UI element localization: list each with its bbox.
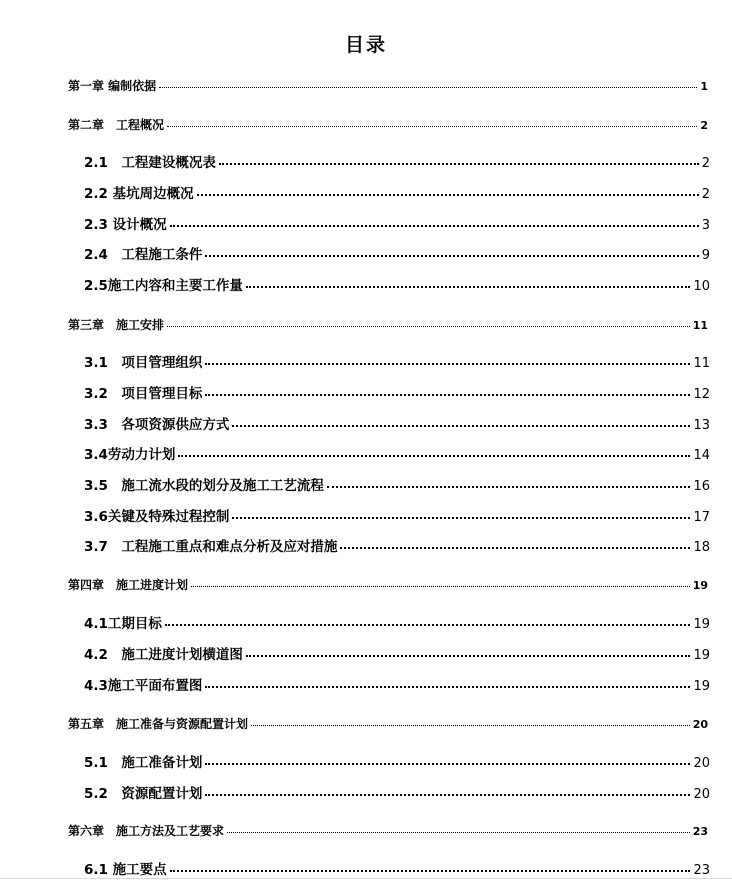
- toc-dot-leader: [246, 286, 691, 288]
- toc-entry-section[interactable]: [84, 505, 710, 525]
- toc-entry-chapter[interactable]: [68, 116, 708, 133]
- toc-entry-label: 3.1 项目管理组织: [84, 355, 203, 371]
- toc-entry-page-number: 14: [693, 448, 710, 463]
- toc-entry-label: 2.2 基坑周边概况: [84, 186, 194, 202]
- toc-dot-leader: [227, 832, 690, 833]
- toc-entry-page-number: 19: [693, 679, 710, 694]
- toc-dot-leader: [165, 624, 691, 626]
- toc-dot-leader: [205, 394, 690, 396]
- toc-entry-section[interactable]: [84, 612, 710, 632]
- toc-entry-label: 3.4劳动力计划: [84, 447, 176, 463]
- toc-dot-leader: [167, 126, 697, 127]
- toc-dot-leader: [327, 486, 691, 488]
- toc-entry-page-number: 23: [692, 825, 708, 838]
- toc-entry-page-number: 1: [700, 80, 708, 93]
- toc-dot-leader: [219, 163, 699, 165]
- toc-entry-section[interactable]: [84, 858, 710, 878]
- toc-entry-page-number: 9: [701, 248, 710, 263]
- toc-entry-label: 第一章 编制依据: [68, 79, 157, 93]
- toc-entry-label: 2.1 工程建设概况表: [84, 155, 216, 171]
- toc-entry-chapter[interactable]: [68, 715, 708, 732]
- toc-entry-page-number: 13: [693, 418, 710, 433]
- toc-entry-label: 3.3 各项资源供应方式: [84, 417, 230, 433]
- toc-entry-section[interactable]: [84, 751, 710, 771]
- toc-entry-label: 3.2 项目管理目标: [84, 386, 203, 402]
- toc-entry-page-number: 10: [693, 279, 710, 294]
- toc-entry-label: 4.3施工平面布置图: [84, 678, 203, 694]
- toc-dot-leader: [197, 194, 699, 196]
- toc-entry-section[interactable]: [84, 182, 710, 202]
- page-bottom-divider: [0, 878, 732, 879]
- toc-entry-section[interactable]: [84, 474, 710, 494]
- toc-entry-section[interactable]: [84, 274, 710, 294]
- toc-dot-leader: [178, 455, 690, 457]
- toc-entry-section[interactable]: [84, 782, 710, 802]
- toc-dot-leader: [159, 87, 697, 88]
- toc-entry-section[interactable]: [84, 243, 710, 263]
- toc-dot-leader: [251, 725, 690, 726]
- toc-dot-leader: [170, 225, 699, 227]
- toc-entry-page-number: 20: [693, 787, 710, 802]
- toc-entry-section[interactable]: [84, 213, 710, 233]
- toc-entry-label: 第六章 施工方法及工艺要求: [68, 824, 225, 838]
- toc-dot-leader: [246, 655, 691, 657]
- toc-entry-page-number: 17: [693, 510, 710, 525]
- toc-entry-page-number: 19: [693, 648, 710, 663]
- toc-dot-leader: [205, 794, 690, 796]
- toc-entry-page-number: 2: [700, 119, 708, 132]
- toc-entry-page-number: 20: [692, 718, 708, 731]
- toc-entry-page-number: 19: [693, 617, 710, 632]
- toc-entry-label: 第三章 施工安排: [68, 318, 165, 332]
- toc-entry-label: 第五章 施工准备与资源配置计划: [68, 717, 249, 731]
- toc-entry-page-number: 3: [701, 218, 710, 233]
- toc-entry-label: 3.6关键及特殊过程控制: [84, 509, 230, 525]
- toc-entry-page-number: 12: [693, 387, 710, 402]
- toc-entry-section[interactable]: [84, 643, 710, 663]
- toc-entry-label: 4.1工期目标: [84, 616, 162, 632]
- toc-entry-label: 5.2 资源配置计划: [84, 786, 203, 802]
- toc-entry-section[interactable]: [84, 535, 710, 555]
- toc-dot-leader: [205, 255, 698, 257]
- toc-entry-page-number: 11: [692, 319, 708, 332]
- toc-entry-page-number: 19: [692, 579, 708, 592]
- toc-dot-leader: [232, 517, 690, 519]
- toc-dot-leader: [205, 363, 690, 365]
- toc-entry-page-number: 11: [693, 356, 710, 371]
- toc-entry-section[interactable]: [84, 382, 710, 402]
- toc-entry-section[interactable]: [84, 443, 710, 463]
- toc-entry-page-number: 2: [701, 187, 710, 202]
- toc-entry-label: 2.3 设计概况: [84, 217, 167, 233]
- toc-entry-label: 第四章 施工进度计划: [68, 578, 189, 592]
- toc-dot-leader: [205, 763, 690, 765]
- toc-entry-page-number: 16: [693, 479, 710, 494]
- toc-dot-leader: [191, 586, 690, 587]
- toc-entry-page-number: 2: [701, 156, 710, 171]
- toc-dot-leader: [170, 870, 691, 872]
- toc-entry-chapter[interactable]: [68, 576, 708, 593]
- toc-entry-label: 4.2 施工进度计划横道图: [84, 647, 243, 663]
- page-title: 目录: [344, 34, 387, 56]
- toc-entry-chapter[interactable]: [68, 77, 708, 94]
- toc-entry-label: 第二章 工程概况: [68, 118, 165, 132]
- toc-entry-label: 3.5 施工流水段的划分及施工工艺流程: [84, 478, 324, 494]
- toc-entry-label: 6.1 施工要点: [84, 862, 167, 878]
- toc-entry-label: 2.4 工程施工条件: [84, 247, 203, 263]
- toc-entry-label: 3.7 工程施工重点和难点分析及应对措施: [84, 539, 338, 555]
- toc-entry-page-number: 20: [693, 756, 710, 771]
- toc-dot-leader: [340, 547, 690, 549]
- toc-entry-page-number: 18: [693, 540, 710, 555]
- toc-entry-chapter[interactable]: [68, 316, 708, 333]
- toc-dot-leader: [167, 326, 690, 327]
- toc-dot-leader: [205, 686, 690, 688]
- toc-entry-section[interactable]: [84, 674, 710, 694]
- toc-entry-label: 2.5施工内容和主要工作量: [84, 278, 243, 294]
- toc-entry-label: 5.1 施工准备计划: [84, 755, 203, 771]
- toc-entry-chapter[interactable]: [68, 822, 708, 839]
- toc-entry-section[interactable]: [84, 413, 710, 433]
- toc-entry-section[interactable]: [84, 151, 710, 171]
- toc-entry-page-number: 23: [693, 863, 710, 878]
- toc-dot-leader: [232, 425, 690, 427]
- toc-entry-section[interactable]: [84, 351, 710, 371]
